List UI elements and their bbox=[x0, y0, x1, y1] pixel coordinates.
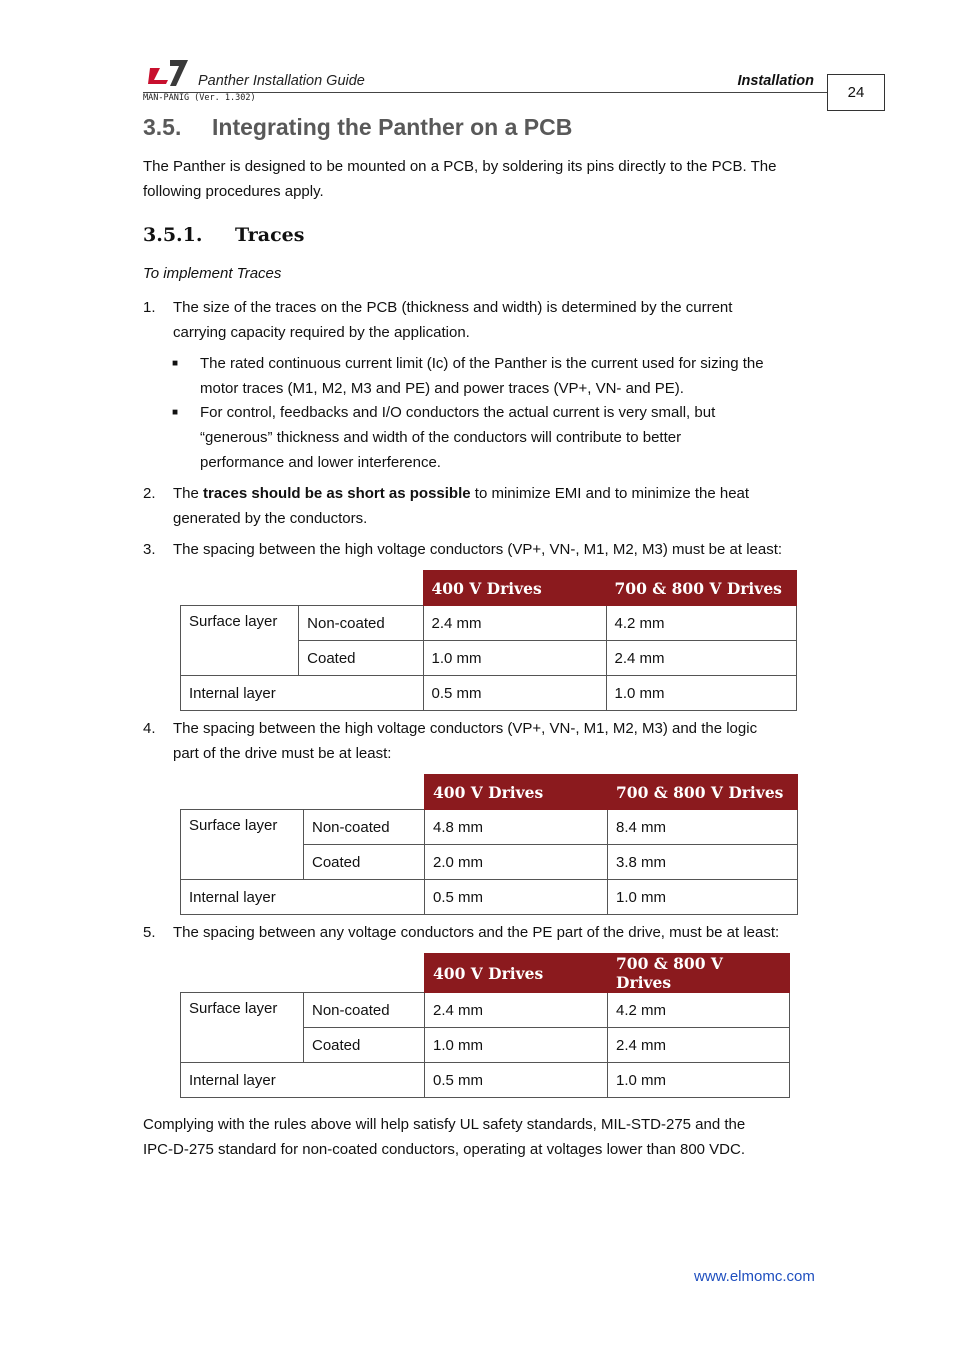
table-cell: 2.4 mm bbox=[606, 641, 796, 676]
table-row-label: Surface layer bbox=[181, 810, 304, 880]
bullet-line: “generous” thickness and width of the conductors will contribute to better bbox=[200, 429, 682, 446]
table-row-label: Internal layer bbox=[181, 880, 425, 915]
closing-line: Complying with the rules above will help satisfy UL safety standards, MIL-STD-275 and the bbox=[143, 1116, 746, 1133]
table-row-label: Surface layer bbox=[181, 606, 299, 676]
step-line: part of the drive must be at least: bbox=[173, 745, 392, 762]
table-row-label: Internal layer bbox=[181, 1063, 425, 1098]
footer-url-link[interactable]: www.elmomc.com bbox=[694, 1268, 815, 1285]
step-number: 5. bbox=[143, 924, 156, 941]
section-heading bbox=[143, 114, 572, 141]
subsection-heading bbox=[143, 224, 304, 246]
table-cell: Non-coated bbox=[304, 810, 425, 845]
table-cell: 0.5 mm bbox=[423, 676, 606, 711]
section-number: 3.5. bbox=[143, 114, 182, 140]
step-line: carrying capacity required by the application. bbox=[173, 324, 470, 341]
bullet-line: The rated continuous current limit (Ic) of the Panther is the current used for sizing the bbox=[200, 355, 764, 372]
table-cell: 1.0 mm bbox=[606, 676, 796, 711]
table-cell: Coated bbox=[299, 641, 423, 676]
table-cell: 1.0 mm bbox=[425, 1028, 608, 1063]
elmo-logo-icon bbox=[148, 58, 190, 88]
closing-line: IPC-D-275 standard for non-coated conductors, operating at voltages lower than 800 VDC. bbox=[143, 1141, 746, 1158]
step-line: The spacing between the high voltage conductors (VP+, VN-, M1, M2, M3) and the logic bbox=[173, 720, 758, 737]
table-row-label: Internal layer bbox=[181, 676, 424, 711]
spacing-table bbox=[180, 953, 790, 1098]
step-text: The spacing between any voltage conductors and the PE part of the drive, must be at least: bbox=[173, 924, 780, 941]
subsection-title: Traces bbox=[235, 224, 305, 246]
bullet-text bbox=[200, 400, 830, 475]
spacing-table bbox=[180, 774, 798, 915]
step-text bbox=[173, 295, 833, 345]
procedure-label: To implement Traces bbox=[143, 265, 282, 282]
table-cell: 4.2 mm bbox=[608, 993, 790, 1028]
table-cell: 2.0 mm bbox=[425, 845, 608, 880]
table-cell: 1.0 mm bbox=[423, 641, 606, 676]
guide-title: Panther Installation Guide bbox=[198, 73, 365, 89]
square-bullet-icon: ■ bbox=[172, 358, 179, 369]
section-title: Integrating the Panther on a PCB bbox=[212, 114, 573, 140]
subsection-number: 3.5.1. bbox=[143, 224, 203, 246]
step-number: 4. bbox=[143, 720, 156, 737]
closing-paragraph bbox=[143, 1112, 843, 1162]
step-line: generated by the conductors. bbox=[173, 510, 368, 527]
step-text bbox=[173, 481, 833, 531]
table-cell: Coated bbox=[304, 845, 425, 880]
table-cell: 0.5 mm bbox=[425, 880, 608, 915]
bullet-line: performance and lower interference. bbox=[200, 454, 441, 471]
table-cell: 8.4 mm bbox=[608, 810, 798, 845]
table-cell: 1.0 mm bbox=[608, 1063, 790, 1098]
intro-line: following procedures apply. bbox=[143, 183, 324, 200]
document-id: MAN-PANIG (Ver. 1.302) bbox=[143, 93, 256, 103]
step-line bbox=[173, 481, 833, 506]
step-line: The size of the traces on the PCB (thickness and width) is determined by the current bbox=[173, 299, 733, 316]
table-header: 400 V Drives bbox=[425, 954, 608, 993]
table-cell: 0.5 mm bbox=[425, 1063, 608, 1098]
table-corner bbox=[181, 954, 425, 993]
table-cell: 4.8 mm bbox=[425, 810, 608, 845]
table-header: 400 V Drives bbox=[423, 571, 606, 606]
table-cell: Non-coated bbox=[299, 606, 423, 641]
table-header: 700 & 800 V Drives bbox=[608, 954, 790, 993]
table-header: 700 & 800 V Drives bbox=[606, 571, 796, 606]
table-header: 700 & 800 V Drives bbox=[608, 775, 798, 810]
section-intro bbox=[143, 154, 833, 204]
table-cell: 2.4 mm bbox=[425, 993, 608, 1028]
step-number: 2. bbox=[143, 485, 156, 502]
table-cell: Non-coated bbox=[304, 993, 425, 1028]
step-text bbox=[173, 716, 833, 766]
step-text: The spacing between the high voltage conductors (VP+, VN-, M1, M2, M3) must be at least: bbox=[173, 541, 783, 558]
step-number: 3. bbox=[143, 541, 156, 558]
table-cell: 1.0 mm bbox=[608, 880, 798, 915]
bullet-text bbox=[200, 351, 830, 401]
spacing-table bbox=[180, 570, 797, 711]
table-cell: 3.8 mm bbox=[608, 845, 798, 880]
intro-line: The Panther is designed to be mounted on a PCB, by soldering its pins directly to the PCB. The bbox=[143, 158, 777, 175]
step-text-bold: traces should be as short as possible bbox=[203, 485, 471, 502]
square-bullet-icon: ■ bbox=[172, 407, 179, 418]
step-number: 1. bbox=[143, 299, 156, 316]
table-row-label: Surface layer bbox=[181, 993, 304, 1063]
step-text-pre: The bbox=[173, 485, 204, 502]
step-text-post: to minimize EMI and to minimize the heat bbox=[470, 485, 750, 502]
page-number: 24 bbox=[827, 74, 885, 111]
table-corner bbox=[181, 571, 424, 606]
table-corner bbox=[181, 775, 425, 810]
bullet-line: motor traces (M1, M2, M3 and PE) and power traces (VP+, VN- and PE). bbox=[200, 380, 684, 397]
table-cell: 4.2 mm bbox=[606, 606, 796, 641]
table-cell: 2.4 mm bbox=[608, 1028, 790, 1063]
bullet-line: For control, feedbacks and I/O conductors the actual current is very small, but bbox=[200, 404, 716, 421]
table-cell: Coated bbox=[304, 1028, 425, 1063]
header-section-name: Installation bbox=[737, 73, 814, 89]
table-cell: 2.4 mm bbox=[423, 606, 606, 641]
table-header: 400 V Drives bbox=[425, 775, 608, 810]
